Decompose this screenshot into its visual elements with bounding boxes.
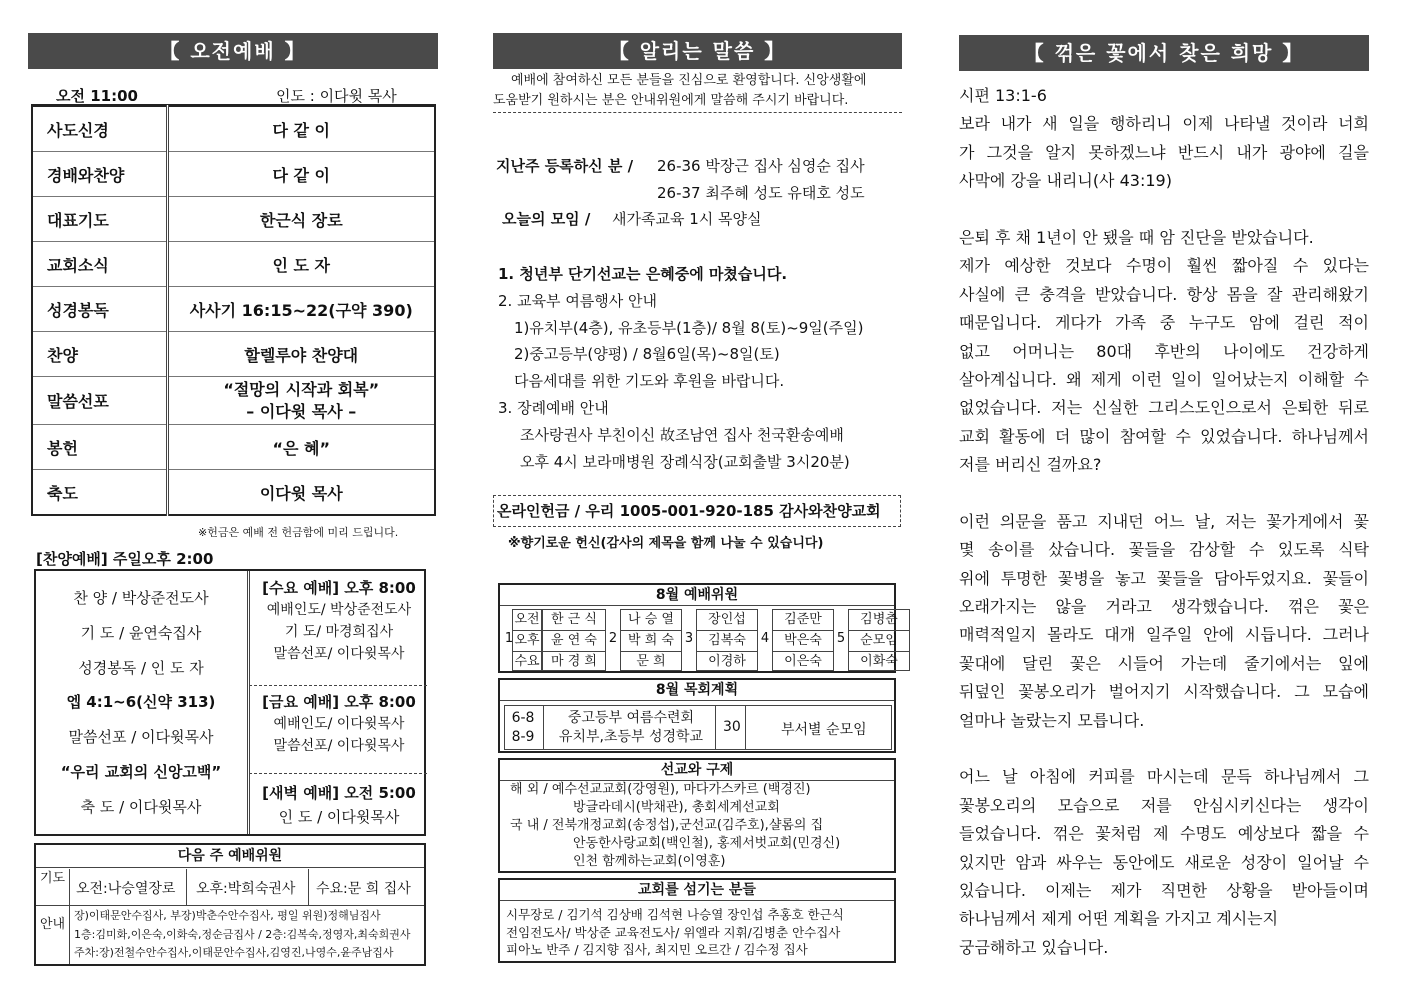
mission-title: 선교와 구제 — [500, 760, 894, 781]
order-value: 할렐루야 찬양대 — [167, 332, 435, 377]
text-line: 오래가지는 않을 거라고 생각했습니다. 꺾은 꽃은 — [959, 597, 1369, 617]
text-line: 위에 투명한 꽃병을 놓고 꽃들을 담아두었지요. 꽃들이 — [959, 568, 1369, 588]
text-line: 있지만 암과 싸우는 동안에도 새로운 성장이 일어날 수 — [959, 852, 1369, 872]
order-row — [32, 470, 435, 516]
aug-group-number: 5 — [836, 631, 846, 646]
text-line: 있습니다. 이제는 제가 직면한 상황을 받아들이며 — [959, 880, 1369, 900]
sermon-title: “절망의 시작과 회복” — [223, 379, 380, 399]
service-line: 인 도 / 이다윗목사 — [278, 808, 400, 826]
news-item: 1)유치부(4층), 유초등부(1층)/ 8월 8(토)~9일(주일) — [514, 318, 864, 337]
service-line: 예배인도/ 박상준전도사 — [266, 602, 412, 618]
text-line: 사실에 큰 충격을 받았습니다. 항상 몸을 잘 관리해왔기 — [959, 284, 1369, 304]
aug-group-number: 1 — [504, 631, 514, 646]
meeting-label: 오늘의 모임 / — [502, 210, 591, 228]
text-line: 뒤덮인 꽃봉오리가 벌어지기 시작했습니다. 그 모습에 — [959, 682, 1369, 702]
news-item: 오후 4시 보라매병원 장례식장(교회출발 3시20분) — [520, 452, 850, 471]
text-line: 제가 예상한 것보다 수명이 훨씬 짧아질 수 있다는 — [959, 256, 1369, 276]
order-value: 한근식 장로 — [167, 197, 435, 242]
text-line: 들었습니다. 꺾은 꽃처럼 제 수명도 예상보다 짧을 수 — [959, 824, 1369, 844]
plan-event: 중고등부 여름수련회 — [567, 710, 695, 726]
plan-date: 8-9 — [511, 729, 535, 745]
dawn-service — [252, 781, 426, 829]
news-item: 2. 교육부 여름행사 안내 — [498, 291, 658, 310]
praise-item: 엡 4:1~6(신약 313) — [66, 693, 216, 712]
servant-line: 시무장로 / 김기석 김상배 김석현 나승열 장인섭 추홍호 한근식 — [506, 907, 844, 922]
service-line: 말씀선포/ 이다윗목사 — [273, 738, 405, 754]
text-line: 때문입니다. 게다가 가족 중 누구도 암에 걸린 적이 — [959, 313, 1369, 333]
mission-line: 국 내 / 전북개정교회(송정섭),군선교(김주호),샬롬의 집 — [510, 818, 824, 833]
aug-servant-name: 마 경 희 — [551, 654, 597, 669]
aug-group-column — [696, 609, 758, 671]
text-line: 가 그것을 알지 못하겠느냐 반드시 내가 광야에 길을 — [959, 142, 1369, 162]
friday-title: [금요 예배] 오후 8:00 — [262, 693, 416, 711]
aug-group-number: 2 — [608, 631, 618, 646]
news-item: 다음세대를 위한 기도와 후원을 바랍니다. — [514, 372, 785, 391]
text-line: 없고 어머니는 80대 후반의 나이에도 건강하게 — [959, 341, 1369, 361]
praise-item: 축 도 / 이다윗목사 — [80, 797, 202, 816]
text-line: 어느 날 아침에 커피를 마시는데 문득 하나님께서 그 — [959, 767, 1369, 787]
aug-servant-name: 이경하 — [708, 654, 746, 669]
text-line: 저를 버리신 걸까요? — [959, 455, 1102, 475]
servant-line: 피아노 반주 / 김지향 집사, 최지민 오르간 / 김수정 집사 — [506, 942, 808, 957]
aug-servant-name: 김병춘 — [849, 610, 909, 631]
text-line: 시편 13:1-6 — [959, 86, 1047, 105]
aug-servant-name: 윤 연 숙 — [543, 631, 605, 652]
order-value: 다 같 이 — [167, 106, 435, 152]
weekly-services-box — [34, 569, 426, 836]
aug-row-label: 오후 — [513, 631, 541, 652]
order-row — [32, 287, 435, 332]
incense-note: ※향기로운 헌신(감사의 제목을 함께 나눌 수 있습니다) — [508, 536, 824, 551]
news-item: 1. 청년부 단기선교는 은혜중에 마쳤습니다. — [498, 265, 788, 283]
order-value: 이다윗 목사 — [167, 470, 435, 516]
guide-label: 안내 — [36, 906, 70, 964]
news-list — [498, 261, 864, 475]
aug-row-label: 오전 — [513, 610, 541, 631]
text-line: 하나님께서 제게 어떤 계획을 가지고 계시는지 — [959, 909, 1279, 929]
news-item: 3. 장례예배 안내 — [498, 398, 609, 417]
servant-line: 전임전도사/ 박상준 교육전도사/ 위엘라 지휘/김병춘 안수집사 — [506, 924, 841, 940]
aug-servant-name: 박 희 숙 — [621, 631, 681, 652]
registration-label: 지난주 등록하신 분 / — [496, 157, 634, 175]
aug-servant-name: 순모임 — [849, 631, 909, 652]
offering-note: ※헌금은 예배 전 헌금함에 미리 드립니다. — [198, 526, 399, 539]
order-label: 성경봉독 — [32, 287, 167, 332]
mission-box — [498, 758, 896, 873]
text-line: 얼마나 놀랐는지 모릅니다. — [959, 710, 1145, 730]
mission-line: 해 외 / 예수선교교회(강영원), 마다가스카르 (백경진) — [510, 782, 811, 797]
meeting-value: 새가족교육 1시 목양실 — [612, 210, 762, 228]
news-item: 2)중고등부(양평) / 8월6일(목)~8일(토) — [514, 345, 780, 364]
praise-item: 기 도 / 윤연숙집사 — [80, 623, 202, 642]
text-line: 은퇴 후 채 1년이 안 됐을 때 암 진단을 받았습니다. — [959, 227, 1314, 247]
order-label: 찬양 — [32, 332, 167, 377]
mission-line: 인천 함께하는교회(이영훈) — [573, 854, 726, 869]
paragraph-gap — [959, 735, 1369, 763]
order-label: 사도신경 — [32, 106, 167, 152]
order-row — [32, 377, 435, 425]
text-line: 보라 내가 새 일을 행하리니 이제 나타낼 것이라 너희 — [959, 114, 1369, 134]
order-label: 봉헌 — [32, 425, 167, 470]
prayer-label: 기도 — [36, 869, 70, 905]
column-text — [959, 82, 1369, 962]
aug-servant-name: 이은숙 — [784, 654, 822, 669]
church-servants-title: 교회를 섬기는 분들 — [500, 880, 894, 901]
plan-event: 유치부,초등부 성경학교 — [558, 729, 704, 745]
aug-servant-name: 이화숙 — [860, 654, 898, 669]
wednesday-service — [252, 577, 426, 665]
august-plan — [498, 678, 896, 753]
order-row — [32, 332, 435, 377]
order-row — [32, 242, 435, 287]
aug-servant-name: 김복숙 — [697, 631, 757, 652]
text-line: 매력적일지 몰라도 대개 일주일 안에 시듭니다. 그러나 — [959, 625, 1369, 645]
online-offering: 온라인헌금 / 우리 1005-001-920-185 감사와찬양교회 — [493, 495, 901, 527]
sermon-speaker: – 이다윗 목사 – — [246, 401, 357, 421]
aug-group-column — [848, 609, 910, 671]
prayer-wednesday: 수요:문 희 집사 — [316, 881, 411, 897]
aug-servant-name: 한 근 식 — [543, 610, 605, 631]
text-line: 살아계십니다. 왜 제게 이런 일이 일어났는지 이해할 수 — [959, 369, 1369, 389]
church-servants — [498, 878, 896, 963]
august-servants-title: 8월 예배위원 — [500, 585, 894, 606]
text-line: 교회 활동에 더 많이 참여할 수 있었습니다. 하나님께서 — [959, 426, 1369, 446]
aug-servant-name: 나 승 열 — [621, 610, 681, 631]
guide-list — [74, 907, 411, 963]
order-row — [32, 152, 435, 197]
welcome-line: 예배에 참여하신 모든 분들을 진심으로 환영합니다. 신앙생활에 — [511, 73, 867, 88]
text-line: 꽃대에 달린 꽃은 시들어 가는데 줄기에서는 잎에 — [959, 653, 1369, 673]
worship-time: 오전 11:00 — [56, 87, 138, 105]
mission-line: 안동한사랑교회(백인철), 홍제서벗교회(민경신) — [573, 836, 841, 851]
prayer-morning: 오전:나승열장로 — [76, 881, 176, 897]
order-value: 다 같 이 — [167, 152, 435, 197]
order-value: 인 도 자 — [167, 242, 435, 287]
next-week-title: 다음 주 예배위원 — [36, 845, 424, 868]
aug-servant-name: 김준만 — [773, 610, 833, 631]
august-grid — [504, 609, 898, 671]
announcements-header: 【 알리는 말씀 】 — [493, 33, 902, 69]
aug-servant-name: 박은숙 — [773, 631, 833, 652]
order-value — [167, 377, 435, 425]
service-line: 기 도/ 마경희집사 — [284, 624, 394, 640]
text-line: 사막에 강을 내리니(사 43:19) — [959, 171, 1172, 191]
welcome-line: 도움받기 원하시는 분은 안내위원에게 말씀해 주시기 바랍니다. — [493, 93, 849, 108]
order-row — [32, 106, 435, 152]
dawn-title: [새벽 예배] 오전 5:00 — [262, 784, 416, 802]
worship-header: 【 오전예배 】 — [28, 33, 438, 69]
aug-group-number: 4 — [760, 631, 770, 646]
plan-day: 30 — [723, 719, 741, 735]
service-line: 말씀선포/ 이다윗목사 — [273, 646, 405, 662]
registration-line: 26-37 최주혜 성도 유태호 성도 — [657, 184, 865, 202]
registration-line: 26-36 박장근 집사 심영순 집사 — [657, 157, 865, 175]
plan-event: 부서별 순모임 — [781, 722, 867, 738]
praise-service-list — [36, 571, 246, 825]
text-line: 몇 송이를 샀습니다. 꽃들을 감상할 수 있도록 식탁 — [959, 540, 1369, 560]
wednesday-title: [수요 예배] 오후 8:00 — [262, 579, 416, 597]
order-label: 대표기도 — [32, 197, 167, 242]
welcome-message — [493, 71, 902, 113]
aug-group-column — [542, 609, 606, 671]
aug-group-column — [772, 609, 834, 671]
guide-line: 주차:장)전철수안수집사,이태문안수집사,김영진,나영수,윤주남집사 — [74, 946, 394, 959]
text-line: 꽃봉오리의 모습으로 저를 안심시키신다는 생각이 — [959, 795, 1369, 815]
mission-line: 방글라데시(박채관), 총회세계선교회 — [573, 800, 780, 815]
order-row — [32, 197, 435, 242]
aug-group-column — [620, 609, 682, 671]
praise-title: [찬양예배] 주일오후 2:00 — [36, 550, 214, 568]
guide-line: 장)이태문안수집사, 부장)박춘수안수집사, 평일 위원)정해님집사 — [74, 909, 381, 922]
aug-servant-name: 장인섭 — [697, 610, 757, 631]
order-value: “은 혜” — [167, 425, 435, 470]
aug-row-labels — [512, 609, 542, 671]
order-label: 말씀선포 — [32, 377, 167, 425]
order-row — [32, 425, 435, 470]
prayer-afternoon: 오후:박희숙권사 — [196, 881, 296, 897]
next-week-servants — [34, 843, 426, 966]
worship-leader: 인도 : 이다윗 목사 — [276, 87, 397, 105]
text-line: 이런 의문을 품고 지내던 어느 날, 저는 꽃가게에서 꽃 — [959, 511, 1369, 531]
august-servants — [498, 583, 896, 673]
praise-item: 찬 양 / 박상준전도사 — [73, 589, 209, 607]
aug-row-label: 수요 — [514, 654, 540, 669]
column-header: 【 꺾은 꽃에서 찾은 희망 】 — [959, 35, 1369, 71]
friday-service — [252, 691, 426, 757]
praise-item: 성경봉독 / 인 도 자 — [78, 658, 204, 677]
text-line: 궁금해하고 있습니다. — [959, 937, 1109, 957]
news-item: 조사랑권사 부친이신 故조남연 집사 천국환송예배 — [520, 425, 844, 444]
order-label: 축도 — [32, 470, 167, 516]
plan-date: 6-8 — [511, 710, 535, 726]
praise-item: 말씀선포 / 이다윗목사 — [68, 728, 214, 747]
order-label: 경배와찬양 — [32, 152, 167, 197]
order-value: 사사기 16:15~22(구약 390) — [167, 287, 435, 332]
guide-line: 1층:김미화,이은숙,이화숙,정순금집사 / 2층:김복숙,정영자,최숙희권사 — [74, 927, 411, 941]
praise-item: “우리 교회의 신앙고백” — [60, 762, 222, 781]
service-line: 예배인도/ 이다윗목사 — [273, 716, 405, 732]
aug-servant-name: 문 희 — [636, 654, 666, 669]
paragraph-gap — [959, 479, 1369, 507]
august-plan-title: 8월 목회계획 — [500, 680, 894, 701]
text-line: 없었습니다. 저는 신실한 그리스도인으로서 은퇴한 뒤로 — [959, 398, 1369, 418]
worship-order-table — [31, 105, 436, 516]
paragraph-gap — [959, 196, 1369, 224]
order-label: 교회소식 — [32, 242, 167, 287]
aug-group-number: 3 — [684, 631, 694, 646]
